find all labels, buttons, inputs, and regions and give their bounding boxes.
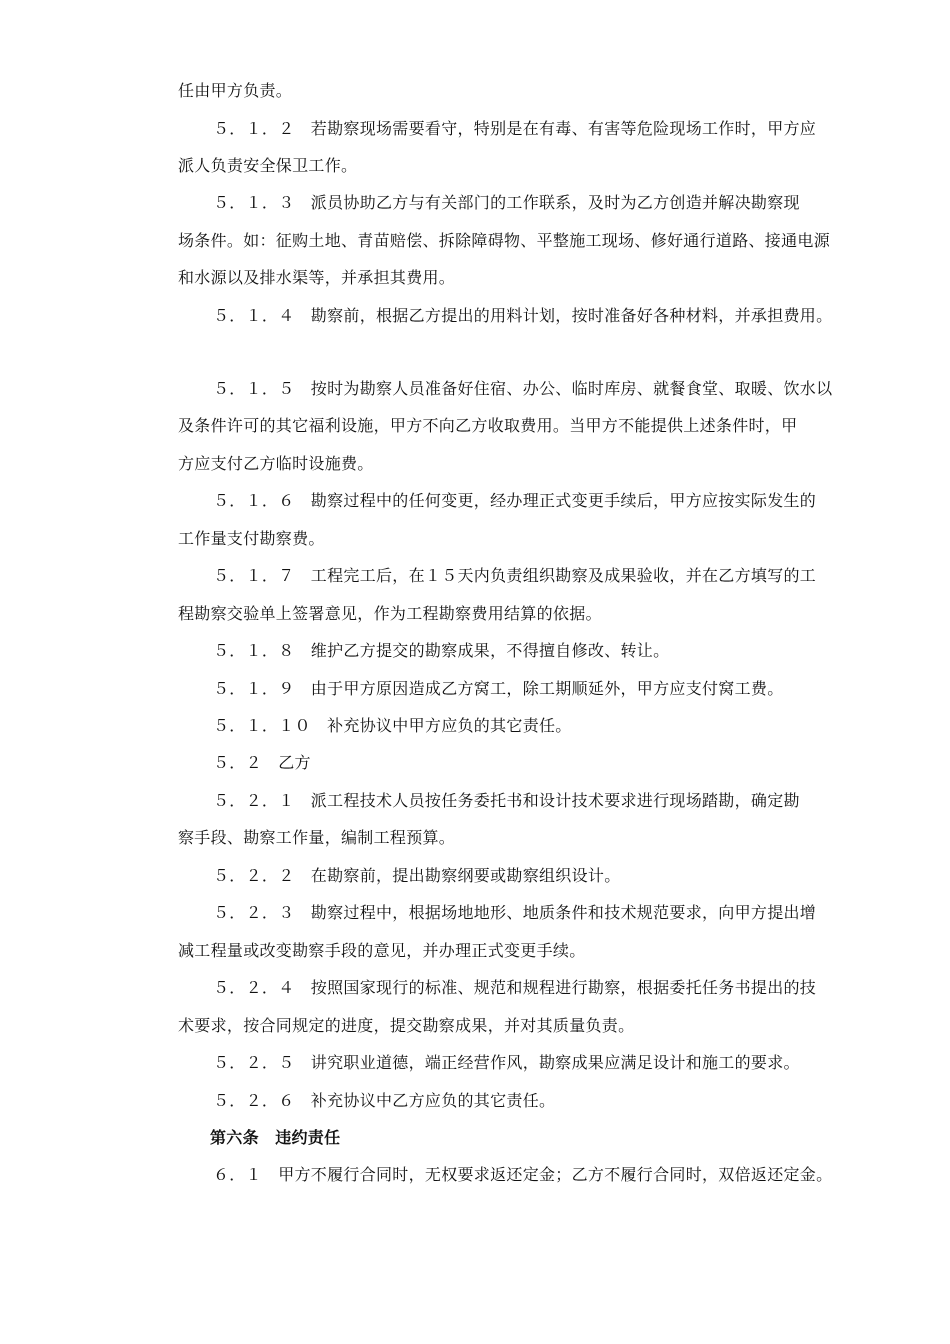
article-heading: 第六条 违约责任 <box>210 1128 341 1147</box>
text-line: ５．１．６ 勘察过程中的任何变更，经办理正式变更手续后，甲方应按实际发生的 <box>213 491 817 510</box>
text-line: 方应支付乙方临时设施费。 <box>178 454 374 473</box>
text-line: ５．２．６ 补充协议中乙方应负的其它责任。 <box>213 1091 556 1110</box>
text-line: ５．２．４ 按照国家现行的标准、规范和规程进行勘察，根据委托任务书提出的技 <box>213 978 817 997</box>
text-line: ５．１．５ 按时为勘察人员准备好住宿、办公、临时库房、就餐食堂、取暖、饮水以 <box>213 379 833 398</box>
text-line: 察手段、勘察工作量，编制工程预算。 <box>178 828 456 847</box>
text-line: 程勘察交验单上签署意见，作为工程勘察费用结算的依据。 <box>178 604 602 623</box>
text-line: 减工程量或改变勘察手段的意见，并办理正式变更手续。 <box>178 941 586 960</box>
text-line: 场条件。如：征购土地、青苗赔偿、拆除障碍物、平整施工现场、修好通行道路、接通电源 <box>178 231 831 250</box>
text-line: ５．１．９ 由于甲方原因造成乙方窝工，除工期顺延外，甲方应支付窝工费。 <box>213 679 784 698</box>
text-line: ５．２．５ 讲究职业道德，端正经营作风，勘察成果应满足设计和施工的要求。 <box>213 1053 800 1072</box>
text-line: ５．１．８ 维护乙方提交的勘察成果，不得擅自修改、转让。 <box>213 641 670 660</box>
text-line: 及条件许可的其它福利设施，甲方不向乙方收取费用。当甲方不能提供上述条件时，甲 <box>178 416 798 435</box>
text-line: ５．１．４ 勘察前，根据乙方提出的用料计划，按时准备好各种材料，并承担费用。 <box>213 306 833 325</box>
section-heading: ５．２ 乙方 <box>213 753 311 772</box>
text-line: 和水源以及排水渠等，并承担其费用。 <box>178 268 456 287</box>
text-line: ５．１．７ 工程完工后，在１５天内负责组织勘察及成果验收，并在乙方填写的工 <box>213 566 817 585</box>
text-line: ５．１．１０ 补充协议中甲方应负的其它责任。 <box>213 716 572 735</box>
text-line: ５．２．３ 勘察过程中，根据场地地形、地质条件和技术规范要求，向甲方提出增 <box>213 903 817 922</box>
text-line: 工作量支付勘察费。 <box>178 529 325 548</box>
text-line: ６．１ 甲方不履行合同时，无权要求返还定金；乙方不履行合同时，双倍返还定金。 <box>213 1165 833 1184</box>
text-line: ５．２．１ 派工程技术人员按任务委托书和设计技术要求进行现场踏勘，确定勘 <box>213 791 800 810</box>
text-line: ５．１．２ 若勘察现场需要看守，特别是在有毒、有害等危险现场工作时，甲方应 <box>213 119 817 138</box>
text-line: 术要求，按合同规定的进度，提交勘察成果，并对其质量负责。 <box>178 1016 635 1035</box>
text-line: 派人负责安全保卫工作。 <box>178 156 358 175</box>
text-line: ５．１．３ 派员协助乙方与有关部门的工作联系，及时为乙方创造并解决勘察现 <box>213 193 800 212</box>
text-line: 任由甲方负责。 <box>178 81 293 100</box>
text-line: ５．２．２ 在勘察前，提出勘察纲要或勘察组织设计。 <box>213 866 621 885</box>
